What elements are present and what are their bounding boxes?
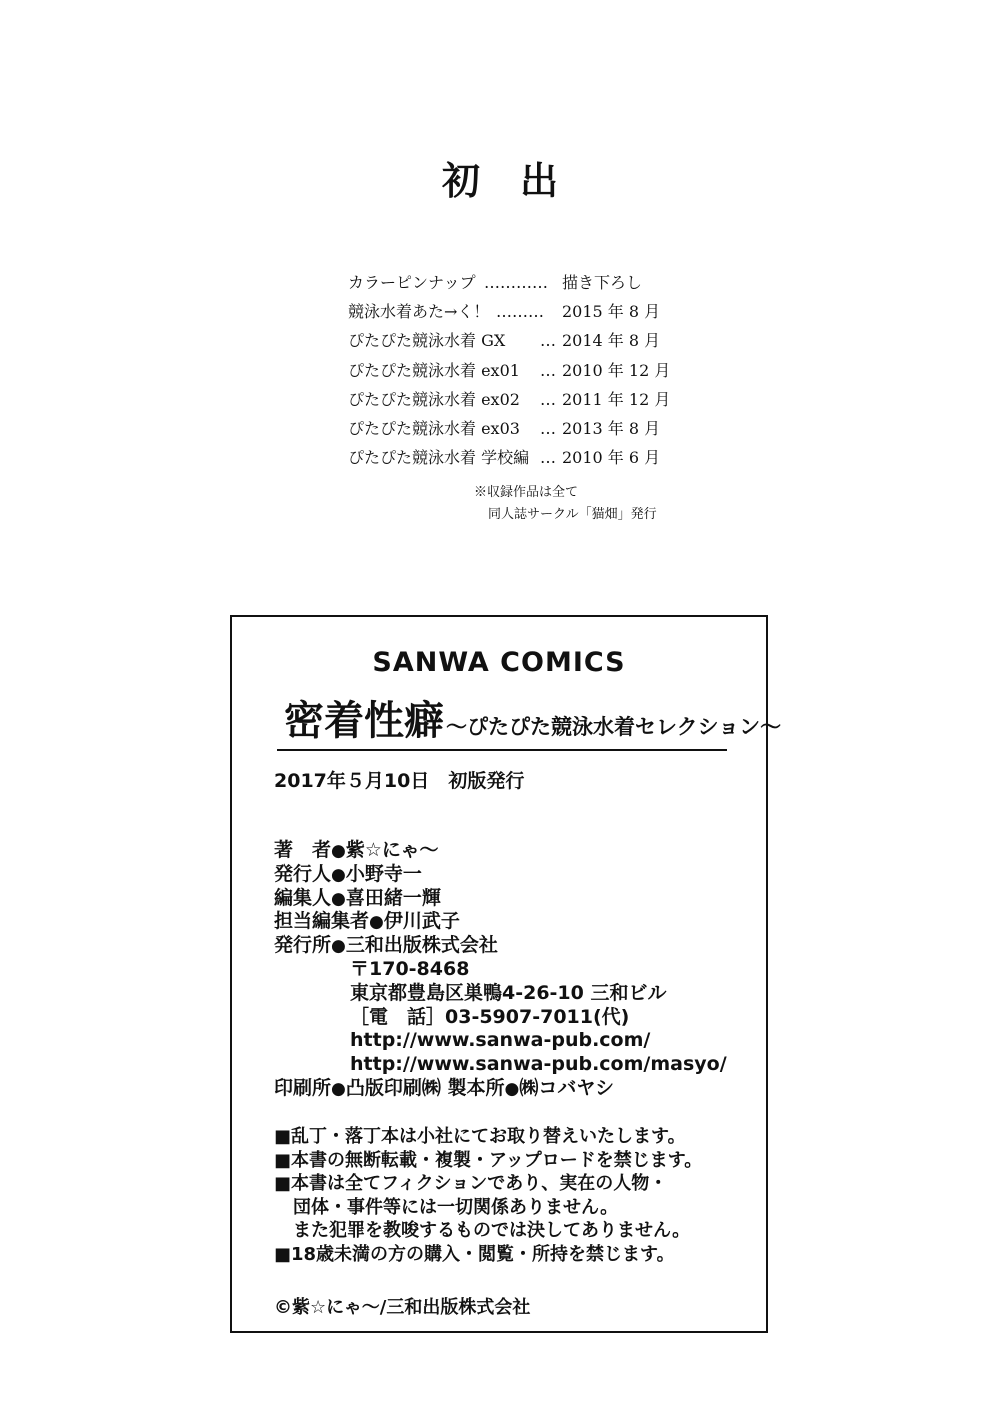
leader-dots: … [540,389,556,409]
credit-value: 小野寺一 [345,862,422,885]
publication-date: 2015 年 8 月 [562,302,661,322]
publication-date: 2013 年 8 月 [562,418,661,438]
publication-date: 2010 年 12 月 [562,360,671,380]
credit-row [274,934,727,958]
credit-label: 発行人 [274,862,332,885]
phone-number: ［電 話］03-5907-7011(代) [350,1005,630,1028]
credit-value: 喜田緒一輝 [345,886,441,909]
staff-credits [274,839,727,1101]
website-url: http://www.sanwa-pub.com/ [350,1029,651,1052]
work-title: ぴたぴた競泳水着 GX [348,331,506,351]
book-title [284,689,781,746]
credit-row [274,887,727,911]
notice-line: ■本書は全てフィクションであり、実在の人物・ [274,1173,668,1195]
bullet-icon: ● [331,864,346,885]
leader-dots: … [540,360,556,380]
title-divider [277,749,727,751]
credit-row [274,863,727,887]
publication-date: 2011 年 12 月 [562,389,671,409]
credit-label: 発行所 [274,934,332,957]
notice-line: また犯罪を教唆するものでは決してありません。 [293,1220,691,1242]
edition-date: 2017年５月10日 初版発行 [274,770,525,792]
bullet-icon: ● [331,936,346,957]
notice-line: 団体・事件等には一切関係ありません。 [293,1196,619,1218]
binder-value: ㈱コバヤシ [519,1076,615,1099]
notice-line: ■本書の無断転載・複製・アップロードを禁じます。 [274,1149,703,1171]
legal-notices [274,1125,702,1267]
credit-label: 編集人 [274,886,332,909]
credit-row [274,839,727,863]
street-address: 東京都豊島区巣鴨4-26-10 三和ビル [350,981,667,1004]
printing-row [274,1077,727,1101]
work-title: ぴたぴた競泳水着 ex01 [348,360,520,380]
note-line: 同人誌サークル「猫畑」発行 [488,507,657,522]
postal-code: 〒170-8468 [350,957,470,980]
book-subtitle: ～ぴたぴた競泳水着セレクション～ [446,715,782,739]
work-title: ぴたぴた競泳水着 学校編 [348,448,530,468]
credit-value: 紫☆にゃ～ [345,839,439,861]
printer-label: 印刷所 [274,1076,332,1099]
work-title: ぴたぴた競泳水着 ex03 [348,418,520,438]
bullet-icon: ● [504,1078,520,1099]
notice-line: ■乱丁・落丁本は小社にてお取り替えいたします。 [274,1126,686,1147]
binder-label: 製本所 [447,1076,505,1099]
leader-dots: … [540,331,556,351]
leader-dots: … [540,418,556,438]
bullet-icon: ● [331,841,346,861]
work-title: ぴたぴた競泳水着 ex02 [348,389,520,409]
credit-value: 伊川武子 [383,910,460,933]
leader-dots: … [540,448,556,468]
credit-value: 三和出版株式会社 [345,934,498,957]
note-line: ※収録作品は全て [474,485,579,500]
bullet-icon: ● [331,1078,346,1099]
credit-label: 担当編集者 [274,910,370,933]
work-title: カラーピンナップ [348,273,476,292]
leader-dots: ………… [484,273,548,292]
work-title: 競泳水着あた→く！ [348,302,490,322]
credit-label: 著 者 [274,839,332,861]
copyright-line: ©紫☆にゃ～/三和出版株式会社 [274,1297,531,1318]
publication-date: 2010 年 6 月 [562,448,661,468]
credit-row [274,910,727,934]
bullet-icon: ● [369,912,384,933]
imprint-name: SANWA COMICS [372,647,626,678]
notice-line: ■18歳未満の方の購入・閲覧・所持を禁じます。 [274,1243,675,1265]
website-url-secondary: http://www.sanwa-pub.com/masyo/ [350,1053,727,1076]
leader-dots: ……… [496,302,544,322]
book-title-main: 密着性癖 [284,697,444,744]
collection-note [474,482,657,526]
publication-date: 描き下ろし [562,273,643,292]
publication-date: 2014 年 8 月 [562,331,661,351]
colophon-box [230,615,782,1333]
bullet-icon: ● [331,888,346,909]
printer-value: 凸版印刷㈱ [345,1076,441,1099]
first-appearance-title: 初出 [441,158,598,203]
